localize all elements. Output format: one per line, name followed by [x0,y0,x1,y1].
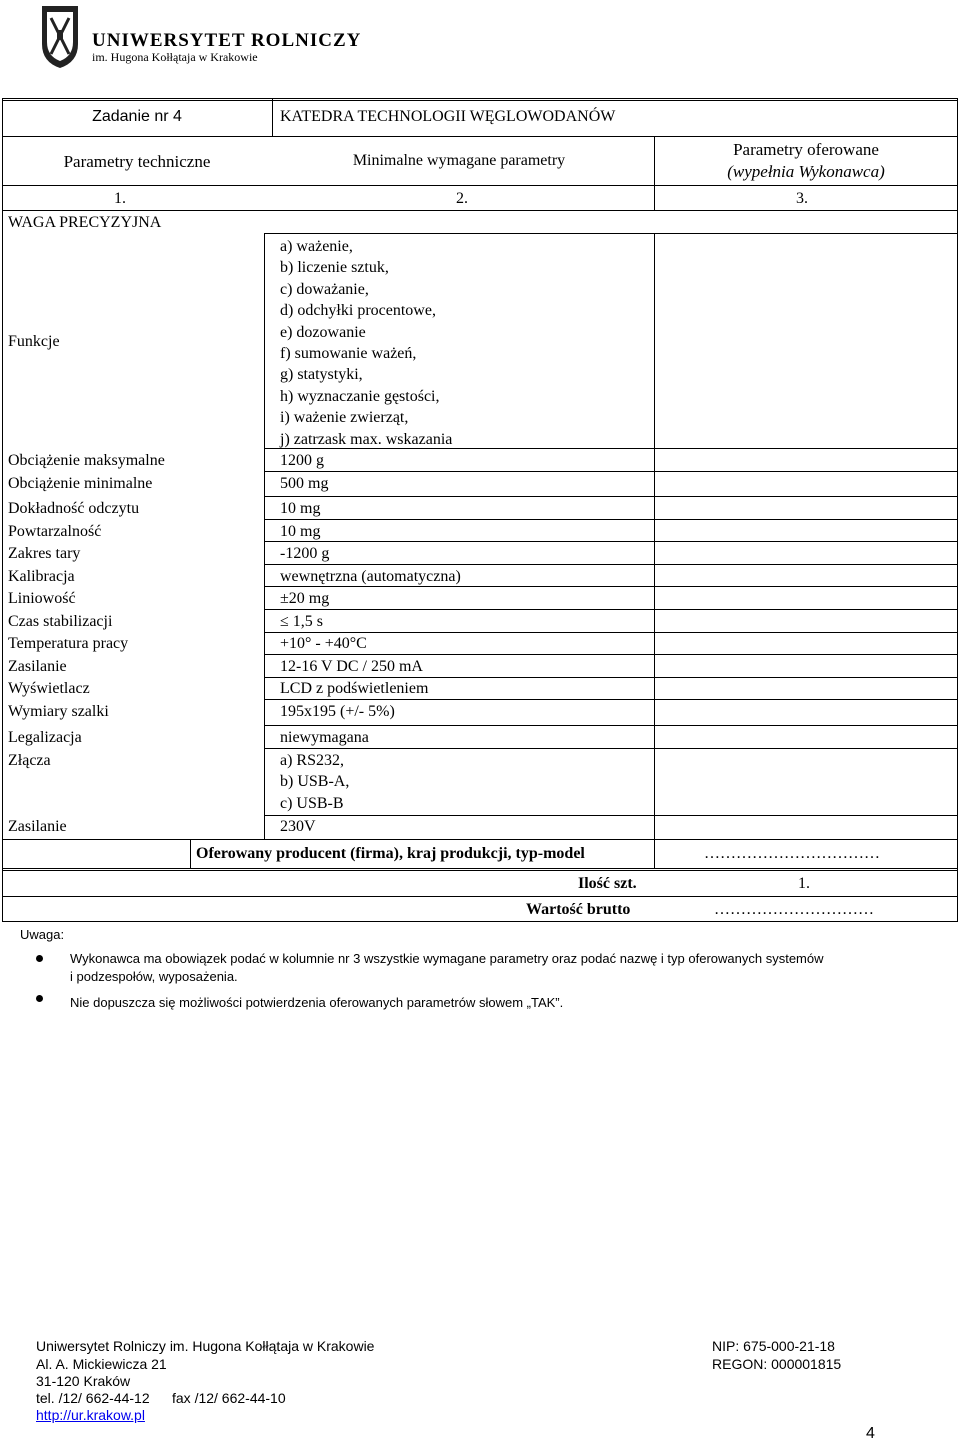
list-item: e) dozowanie [280,323,366,341]
param-label: Wymiary szalki [8,703,109,720]
notes-title: Uwaga: [20,927,65,942]
footer-university: Uniwersytet Rolniczy im. Hugona Kołłątaja w Krakowie [36,1338,375,1354]
quantity-label: Ilość szt. [578,875,637,892]
param-label: Powtarzalność [8,523,102,540]
param-label: Legalizacja [8,729,82,746]
param-label: Obciążenie minimalne [8,475,153,492]
param-value: ±20 mg [280,590,330,607]
power-label: Zasilanie [8,818,67,835]
list-item: d) odchyłki procentowe, [280,302,436,320]
list-item: h) wyznaczanie gęstości, [280,387,440,405]
power-value: 230V [280,818,316,835]
university-crest-logo [38,4,82,70]
footer-nip: NIP: 675-000-21-18 [712,1338,835,1354]
param-label: Liniowość [8,590,76,607]
list-item: f) sumowanie ważeń, [280,345,417,363]
param-value: 500 mg [280,475,329,492]
footer-city: 31-120 Kraków [36,1373,131,1389]
university-subtitle: im. Hugona Kołłątaja w Krakowie [92,50,258,64]
connectors-label: Złącza [8,752,51,769]
list-item: j) zatrzask max. wskazania [280,430,453,448]
param-label: Wyświetlacz [8,680,90,697]
param-label: Zasilanie [8,658,67,675]
functions-list [280,236,452,450]
param-value: 195x195 (+/- 5%) [280,703,395,720]
list-item: a) ważenie, [280,238,353,255]
param-value: 10 mg [280,523,321,540]
param-value: 10 mg [280,500,321,517]
param-value: -1200 g [280,545,330,562]
col3-subheader: (wypełnia Wykonawca) [727,162,885,181]
param-value: ≤ 1,5 s [280,613,324,630]
list-item: b) liczenie sztuk, [280,259,389,277]
footer-street: Al. A. Mickiewicza 21 [36,1356,167,1372]
note-1-line-1: Wykonawca ma obowiązek podać w kolumnie nr 3 wszystkie wymagane parametry oraz podać nazwę i typ oferowanych systemów [70,951,824,966]
footer-website-link[interactable]: http://ur.krakow.pl [36,1407,145,1423]
quantity-value: 1. [798,875,810,892]
list-item: c) doważanie, [280,280,369,298]
param-label: Czas stabilizacji [8,613,113,630]
param-label: Dokładność odczytu [8,500,140,517]
param-value: 12-16 V DC / 250 mA [280,658,423,675]
col-number-1: 1. [114,190,126,207]
gross-value-label: Wartość brutto [526,901,631,918]
param-label: Zakres tary [8,545,81,562]
param-value: LCD z podświetleniem [280,680,429,697]
col3-header: Parametry oferowane [733,140,879,159]
footer-regon: REGON: 000001815 [712,1356,842,1372]
param-label: Kalibracja [8,568,75,585]
task-number: Zadanie nr 4 [92,108,182,125]
col2-header: Minimalne wymagane parametry [352,152,566,169]
param-label: Temperatura pracy [8,635,129,652]
note-1-line-2: i podzespołów, wyposażenia. [70,969,238,984]
list-item: a) RS232, [280,752,344,769]
param-value: wewnętrzna (automatyczna) [280,568,461,585]
param-value: +10° - +40°C [280,635,367,652]
col-number-3: 3. [796,190,808,207]
bullet-icon [36,955,43,962]
list-item: c) USB-B [280,794,344,812]
gross-value-field[interactable]: ………………………… [714,901,874,918]
footer-phone: tel. /12/ 662-44-12 [36,1390,150,1406]
offered-producer-field[interactable]: …………………………… [704,845,880,862]
university-name: UNIWERSYTET ROLNICZY [92,30,362,51]
connectors-list [280,750,349,814]
param-value: niewymagana [280,729,369,746]
page-number: 4 [866,1425,875,1442]
col-number-2: 2. [456,190,468,207]
param-value: 1200 g [280,452,324,469]
bullet-icon [36,995,43,1002]
col1-header: Parametry techniczne [63,152,211,171]
section-title: WAGA PRECYZYJNA [8,214,162,231]
note-2: Nie dopuszcza się możliwości potwierdzenia oferowanych parametrów słowem „TAK”. [70,995,564,1010]
list-item: g) statystyki, [280,366,363,384]
footer-fax: fax /12/ 662-44-10 [172,1390,286,1406]
param-label: Obciążenie maksymalne [8,452,165,469]
list-item: b) USB-A, [280,773,350,791]
functions-label: Funkcje [8,333,60,350]
department-title: KATEDRA TECHNOLOGII WĘGLOWODANÓW [280,108,616,125]
offered-producer-label: Oferowany producent (firma), kraj produkcji, typ-model [196,845,585,862]
list-item: i) ważenie zwierząt, [280,409,409,427]
